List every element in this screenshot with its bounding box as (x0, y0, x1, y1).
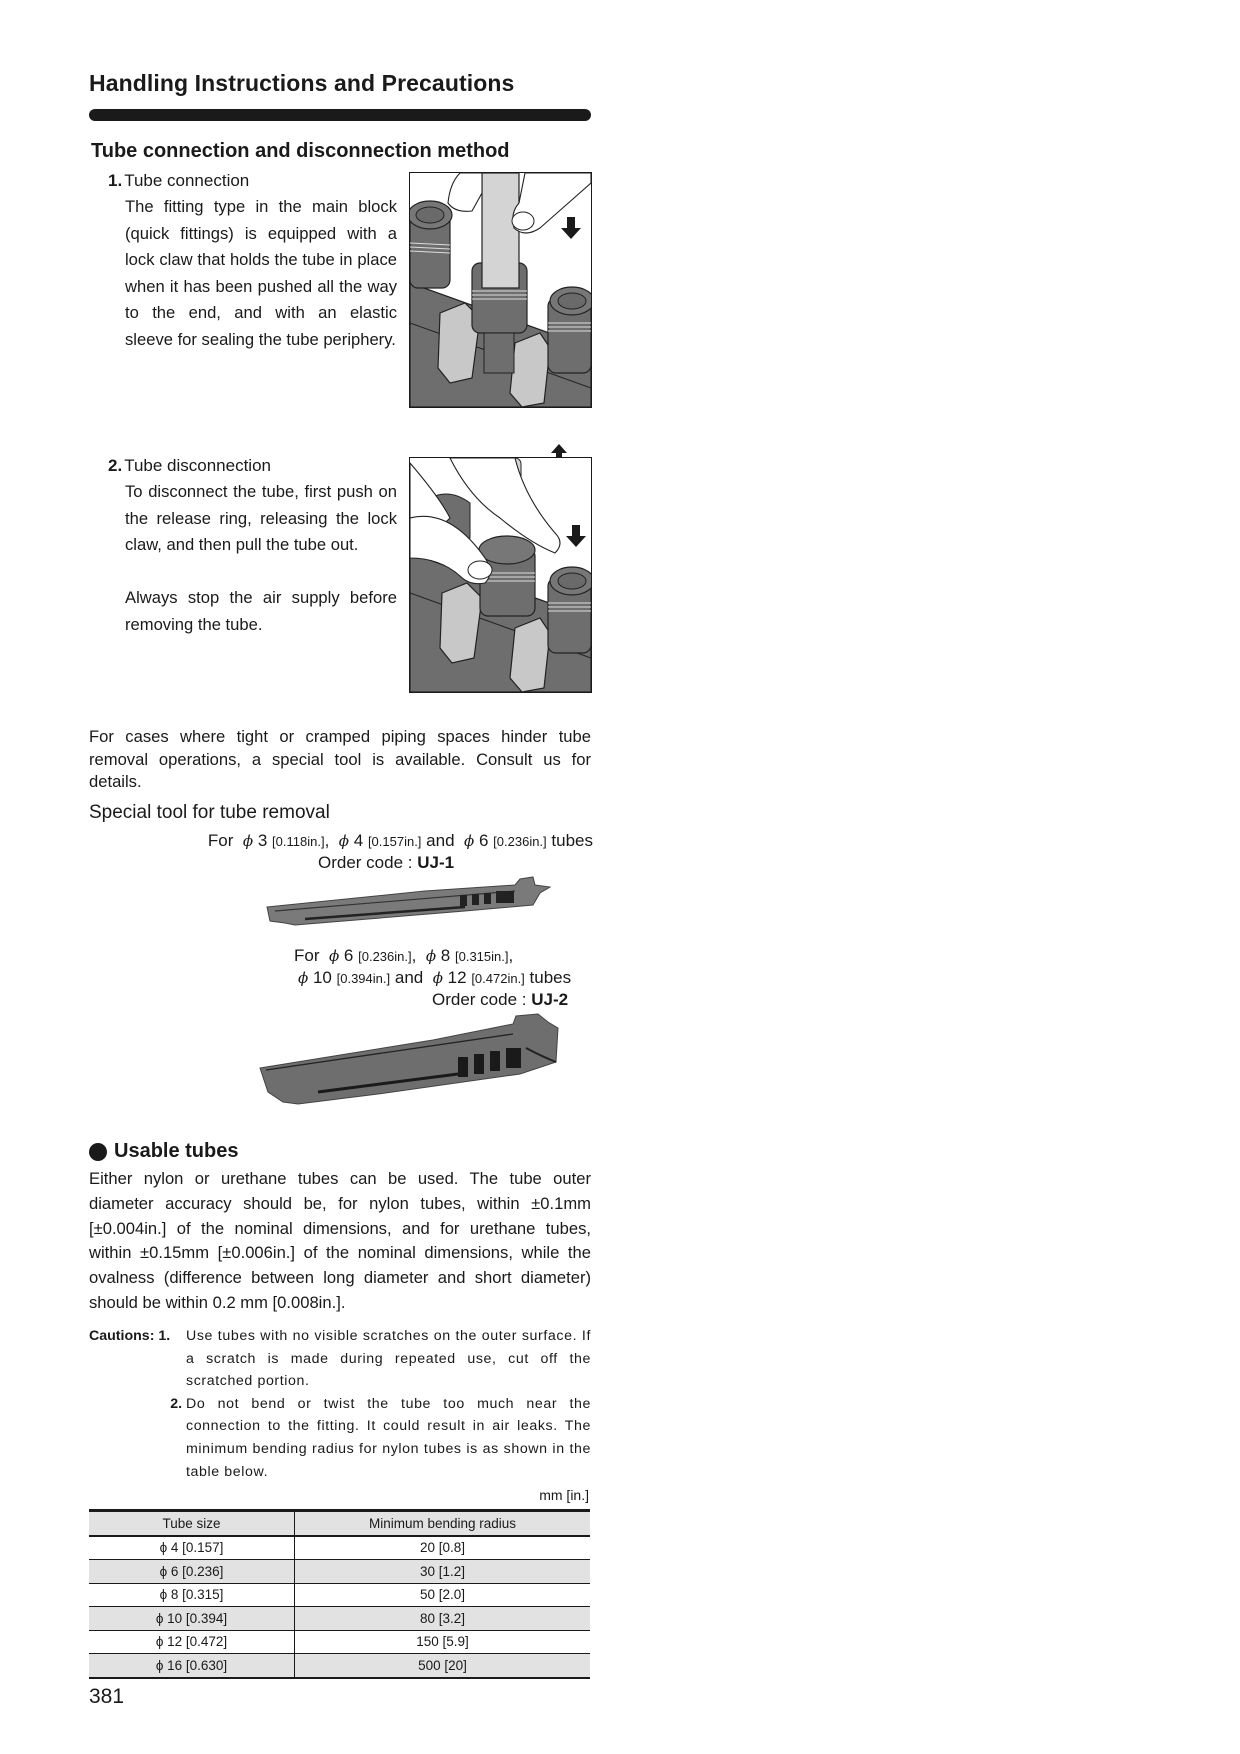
uj1-size-inch: [0.236in.] (493, 834, 547, 849)
bending-radius-table (89, 1509, 590, 1679)
phi-symbol: ϕ (338, 832, 349, 850)
table-row (89, 1536, 590, 1560)
uj2-order-code-line (432, 990, 568, 1010)
phi-symbol: ϕ (464, 832, 475, 850)
uj1-size-line (208, 831, 593, 851)
uj2-size-inch: [0.315in.] (454, 949, 509, 964)
phi-symbol: ϕ (298, 969, 309, 987)
special-tool-heading: Special tool for tube removal (89, 802, 330, 823)
caution-2-text: Do not bend or twist the tube too much near the connection to the fitting. It could result in air leaks. The minimum bending radius for nylon tubes is as shown in the table below. (186, 1395, 591, 1480)
table-row (89, 1560, 590, 1584)
tube-connection-figure (409, 172, 592, 408)
bending-radius-cell: 500 [20] (295, 1654, 591, 1678)
cautions-label (89, 1325, 186, 1393)
bending-radius-cell: 50 [2.0] (295, 1583, 591, 1607)
caution-1 (89, 1325, 591, 1393)
tube-size-cell: ϕ 10 [0.394] (89, 1607, 295, 1631)
uj2-size-mm: 8 (440, 946, 451, 965)
tube-size-cell: ϕ 8 [0.315] (89, 1583, 295, 1607)
usable-tubes-description: Either nylon or urethane tubes can be used. The tube outer diameter accuracy should be, for nylon tubes, within ±0.1mm [±0.004in.] of the nominal dimensions, and for urethane tubes, within ±0.15mm [±0.006in.] of the nominal dimensions, while the ovalness (difference between long diameter and short diameter) should be within 0.2 mm [0.008in.]. (89, 1169, 591, 1312)
step-2-warning: Always stop the air supply before removing the tube. (125, 588, 397, 634)
bending-radius-cell: 150 [5.9] (295, 1630, 591, 1654)
section-title: Tube connection and disconnection method (91, 140, 510, 162)
uj1-sep: tubes (551, 831, 593, 850)
table-row (89, 1607, 590, 1631)
tube-size-cell: ϕ 4 [0.157] (89, 1536, 295, 1560)
uj2-tool-image-icon (258, 1012, 563, 1107)
uj1-size-mm: 6 (478, 831, 489, 850)
table-row (89, 1583, 590, 1607)
push-tube-into-fitting-illustration-icon (410, 173, 591, 407)
uj2-size-line-1 (294, 946, 513, 966)
uj1-size-inch: [0.157in.] (367, 834, 422, 849)
step-2-heading (108, 456, 271, 476)
release-ring-and-pull-tube-illustration-icon (410, 458, 591, 692)
uj1-order-code: UJ-1 (417, 853, 455, 872)
uj2-size-mm: 6 (343, 946, 354, 965)
uj2-sep: , (411, 946, 417, 965)
phi-symbol: ϕ (432, 969, 443, 987)
uj2-order-code: UJ-2 (531, 990, 569, 1009)
step-1-title: Tube connection (124, 171, 250, 190)
header-tube-size: Tube size (89, 1511, 295, 1536)
uj1-size-inch: [0.118in.] (272, 834, 325, 849)
uj2-order-label: Order code : (432, 990, 527, 1009)
uj2-size-mm: 10 (312, 968, 332, 987)
phi-symbol: ϕ (328, 947, 340, 965)
tube-disconnection-figure (409, 457, 592, 693)
uj1-sep: and (426, 831, 455, 850)
uj1-order-label: Order code : (318, 853, 413, 872)
step-1-heading (108, 171, 249, 191)
uj2-size-inch: [0.472in.] (471, 971, 525, 986)
uj1-for-label: For (207, 831, 234, 850)
caution-1-number: 1. (158, 1328, 171, 1344)
tube-size-cell: ϕ 6 [0.236] (89, 1560, 295, 1584)
title-divider-bar (89, 109, 591, 121)
tube-size-cell: ϕ 16 [0.630] (89, 1654, 295, 1678)
step-2-description: To disconnect the tube, first push on the release ring, releasing the lock claw, and then pull the tube out. (125, 482, 397, 555)
uj1-order-code-line (318, 853, 454, 873)
usable-tubes-title: Usable tubes (114, 1140, 239, 1162)
step-1-description: The fitting type in the main block (quick fittings) is equipped with a lock claw that holds the tube in place when it has been pushed all the way to the end, and with an elastic sleeve for sealing the tube periphery. (125, 197, 397, 349)
caution-2-number (89, 1393, 186, 1483)
uj2-size-line-2 (298, 968, 571, 988)
table-header-row (89, 1511, 590, 1536)
bending-radius-cell: 30 [1.2] (295, 1560, 591, 1584)
usable-tubes-heading (89, 1140, 238, 1163)
page-number: 381 (89, 1685, 125, 1708)
uj2-sep: and (394, 968, 424, 987)
special-tool-intro: For cases where tight or cramped piping spaces hinder tube removal operations, a special tool is available. Consult us for details. (89, 727, 591, 792)
uj2-size-inch: [0.236in.] (358, 949, 412, 964)
uj2-sep: , (508, 946, 514, 965)
phi-symbol: ϕ (242, 832, 254, 850)
uj1-sep: , (324, 831, 330, 850)
bending-radius-cell: 80 [3.2] (295, 1607, 591, 1631)
cautions-label-text: Cautions: (89, 1328, 155, 1344)
uj1-size-mm: 3 (257, 831, 268, 850)
bullet-icon (89, 1143, 107, 1161)
step-2-number: 2. (108, 456, 123, 475)
phi-symbol: ϕ (425, 947, 437, 965)
tube-size-cell: ϕ 12 [0.472] (89, 1630, 295, 1654)
cautions-block (89, 1325, 591, 1483)
caution-2 (89, 1393, 591, 1483)
bending-radius-cell: 20 [0.8] (295, 1536, 591, 1560)
page-title: Handling Instructions and Precautions (89, 70, 515, 96)
uj2-for-label: For (294, 946, 320, 965)
uj1-size-mm: 4 (353, 831, 364, 850)
caution-2-number-text: 2. (170, 1395, 183, 1412)
uj1-tool-image-icon (265, 873, 555, 931)
step-2-title: Tube disconnection (124, 456, 271, 475)
uj2-size-inch: [0.394in.] (336, 971, 391, 986)
uj2-sep: tubes (529, 968, 572, 987)
table-row (89, 1654, 590, 1678)
step-1-number: 1. (108, 171, 123, 190)
header-min-bending-radius: Minimum bending radius (295, 1511, 591, 1536)
caution-1-text: Use tubes with no visible scratches on the outer surface. If a scratch is made during repeated use, cut off the scratched portion. (186, 1328, 591, 1390)
table-unit-note: mm [in.] (539, 1487, 589, 1503)
uj2-size-mm: 12 (447, 968, 467, 987)
table-row (89, 1630, 590, 1654)
